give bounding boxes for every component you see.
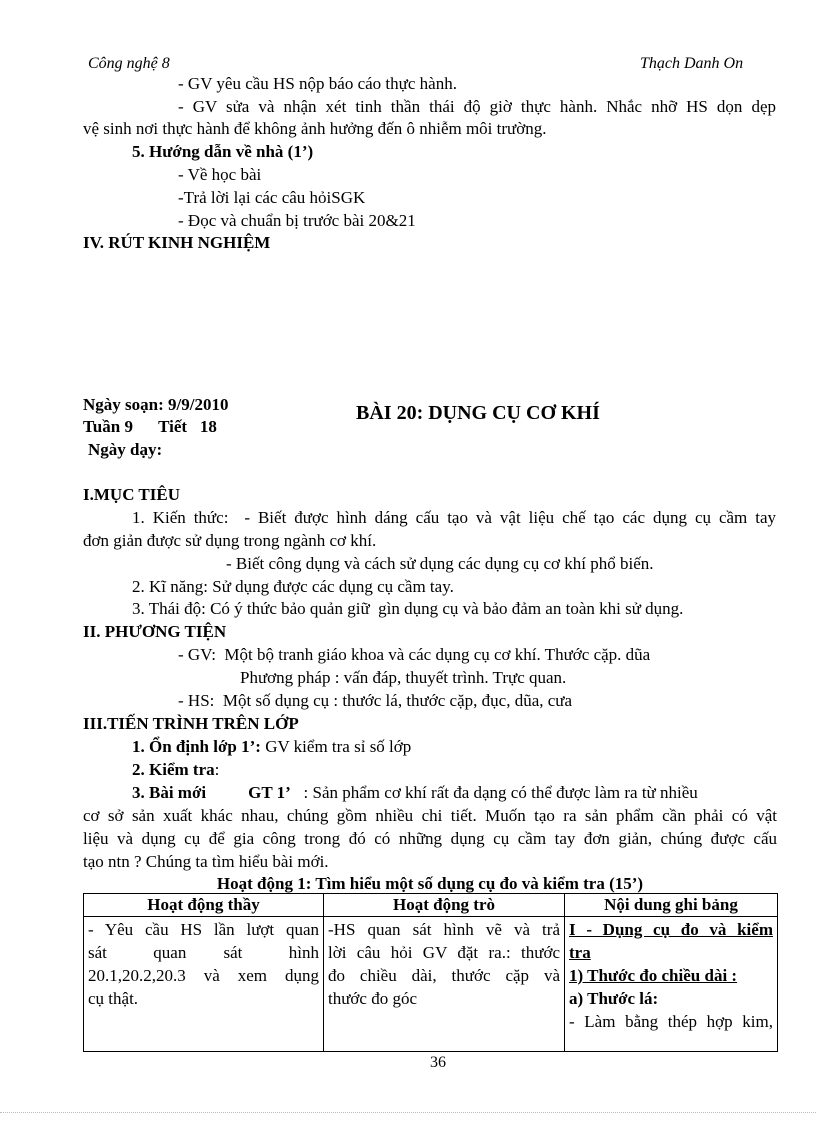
- board-subheading: 1) Thước đo chiều dài :: [569, 966, 738, 985]
- page-number: 36: [430, 1054, 446, 1071]
- cell-line: - Yêu cầu HS lần lượt quan: [88, 920, 319, 939]
- board-heading: tra: [569, 943, 591, 962]
- text-line: - GV yêu cầu HS nộp báo cáo thực hành.: [178, 74, 457, 93]
- lesson-title: BÀI 20: DỤNG CỤ CƠ KHÍ: [356, 402, 600, 424]
- cell-line: -HS quan sát hình vẽ và trả: [328, 920, 560, 939]
- student-cell: [324, 917, 565, 1052]
- board-heading: I - Dụng cụ đo và kiểm: [569, 920, 773, 939]
- step-2: [132, 759, 219, 781]
- step-3: [132, 782, 698, 804]
- text-line: tạo ntn ? Chúng ta tìm hiểu bài mới.: [83, 852, 329, 871]
- header-subject: Công nghệ 8: [88, 55, 170, 72]
- text-line: - HS: Một số dụng cụ : thước lá, thước cặp, đục, dũa, cưa: [178, 691, 573, 710]
- text-line: Phương pháp : vấn đáp, thuyết trình. Trực quan.: [240, 668, 567, 687]
- step-text: :: [214, 760, 220, 779]
- text-line: - Biết công dụng và cách sử dụng các dụng cụ cơ khí phổ biến.: [226, 554, 654, 573]
- column-header: Hoạt động trò: [324, 894, 565, 917]
- section-heading: IV. RÚT KINH NGHIỆM: [83, 233, 271, 252]
- text-line: đơn giản được sử dụng trong ngành cơ khí.: [83, 531, 377, 550]
- text-line: 2. Kĩ năng: Sử dụng được các dụng cụ cầm tay.: [132, 577, 454, 596]
- cell-line: cụ thật.: [88, 989, 139, 1008]
- text-line: - GV sửa và nhận xét tinh thần thái độ giờ thực hành. Nhắc nhỡ HS dọn dẹp: [178, 97, 776, 116]
- section-heading: II. PHƯƠNG TIỆN: [83, 622, 227, 641]
- cell-line: thước đo góc: [328, 989, 418, 1008]
- homework-heading: 5. Hướng dẫn về nhà (1’): [132, 142, 314, 161]
- board-cell: [565, 917, 778, 1052]
- step-gt: GT 1’: [248, 783, 291, 802]
- table-row: [84, 917, 778, 1052]
- week-period: Tuần 9 Tiết 18: [83, 417, 217, 436]
- text-line: liệu và dụng cụ để gia công trong đó có những dụng cụ cầm tay đơn giản, chúng được cấu: [83, 829, 777, 848]
- activity-table: [83, 893, 778, 1052]
- cell-line: 20.1,20.2,20.3 và xem dụng: [88, 966, 319, 985]
- list-item: - Đọc và chuẩn bị trước bài 20&21: [178, 211, 416, 230]
- step-text: : Sản phẩm cơ khí rất đa dạng có thể được làm ra từ nhiều: [290, 783, 698, 802]
- teacher-cell: [84, 917, 324, 1052]
- date-taught: Ngày dạy:: [88, 440, 163, 459]
- text-line: 3. Thái độ: Có ý thức bảo quản giữ gìn dụng cụ và bảo đảm an toàn khi sử dụng.: [132, 599, 684, 618]
- cell-line: lời câu hỏi GV đặt ra.: thước: [328, 943, 560, 962]
- board-line: - Làm bằng thép hợp kim,: [569, 1012, 773, 1031]
- text-line: 1. Kiến thức: - Biết được hình dáng cấu tạo và vật liệu chế tạo các dụng cụ cầm tay: [132, 508, 776, 527]
- step-label: 1. Ổn định lớp 1’:: [132, 737, 261, 756]
- date-prepared: Ngày soạn: 9/9/2010: [83, 395, 229, 414]
- text-line: cơ sở sản xuất khác nhau, chúng gồm nhiều chi tiết. Muốn tạo ra sản phẩm cần phải có vật: [83, 806, 777, 825]
- header-author: Thạch Danh On: [640, 55, 744, 72]
- list-item: - Về học bài: [178, 165, 262, 184]
- page-bottom-divider: [0, 1112, 816, 1113]
- text-line: vệ sinh nơi thực hành để không ảnh hưởng đến ô nhiễm môi trường.: [83, 119, 547, 138]
- text-line: - GV: Một bộ tranh giáo khoa và các dụng cụ cơ khí. Thước cặp. dũa: [178, 645, 651, 664]
- cell-line: đo chiều dài, thước cặp và: [328, 966, 560, 985]
- list-item: -Trả lời lại các câu hỏiSGK: [178, 188, 366, 207]
- activity-title: Hoạt động 1: Tìm hiểu một số dụng cụ đo và kiểm tra (15’): [216, 874, 644, 893]
- step-text: GV kiểm tra sỉ số lớp: [260, 737, 412, 756]
- column-header: Nội dung ghi bảng: [565, 894, 778, 917]
- step-1: [132, 736, 411, 758]
- table-header-row: [84, 894, 778, 917]
- section-heading: III.TIẾN TRÌNH TRÊN LỚP: [83, 714, 299, 733]
- board-subheading: a) Thước lá:: [569, 989, 659, 1008]
- column-header: Hoạt động thầy: [84, 894, 324, 917]
- section-heading: I.MỤC TIÊU: [83, 485, 180, 504]
- step-label: 2. Kiểm tra: [132, 760, 215, 779]
- cell-line: sát quan sát hình: [88, 943, 319, 962]
- step-label: 3. Bài mới: [132, 783, 207, 802]
